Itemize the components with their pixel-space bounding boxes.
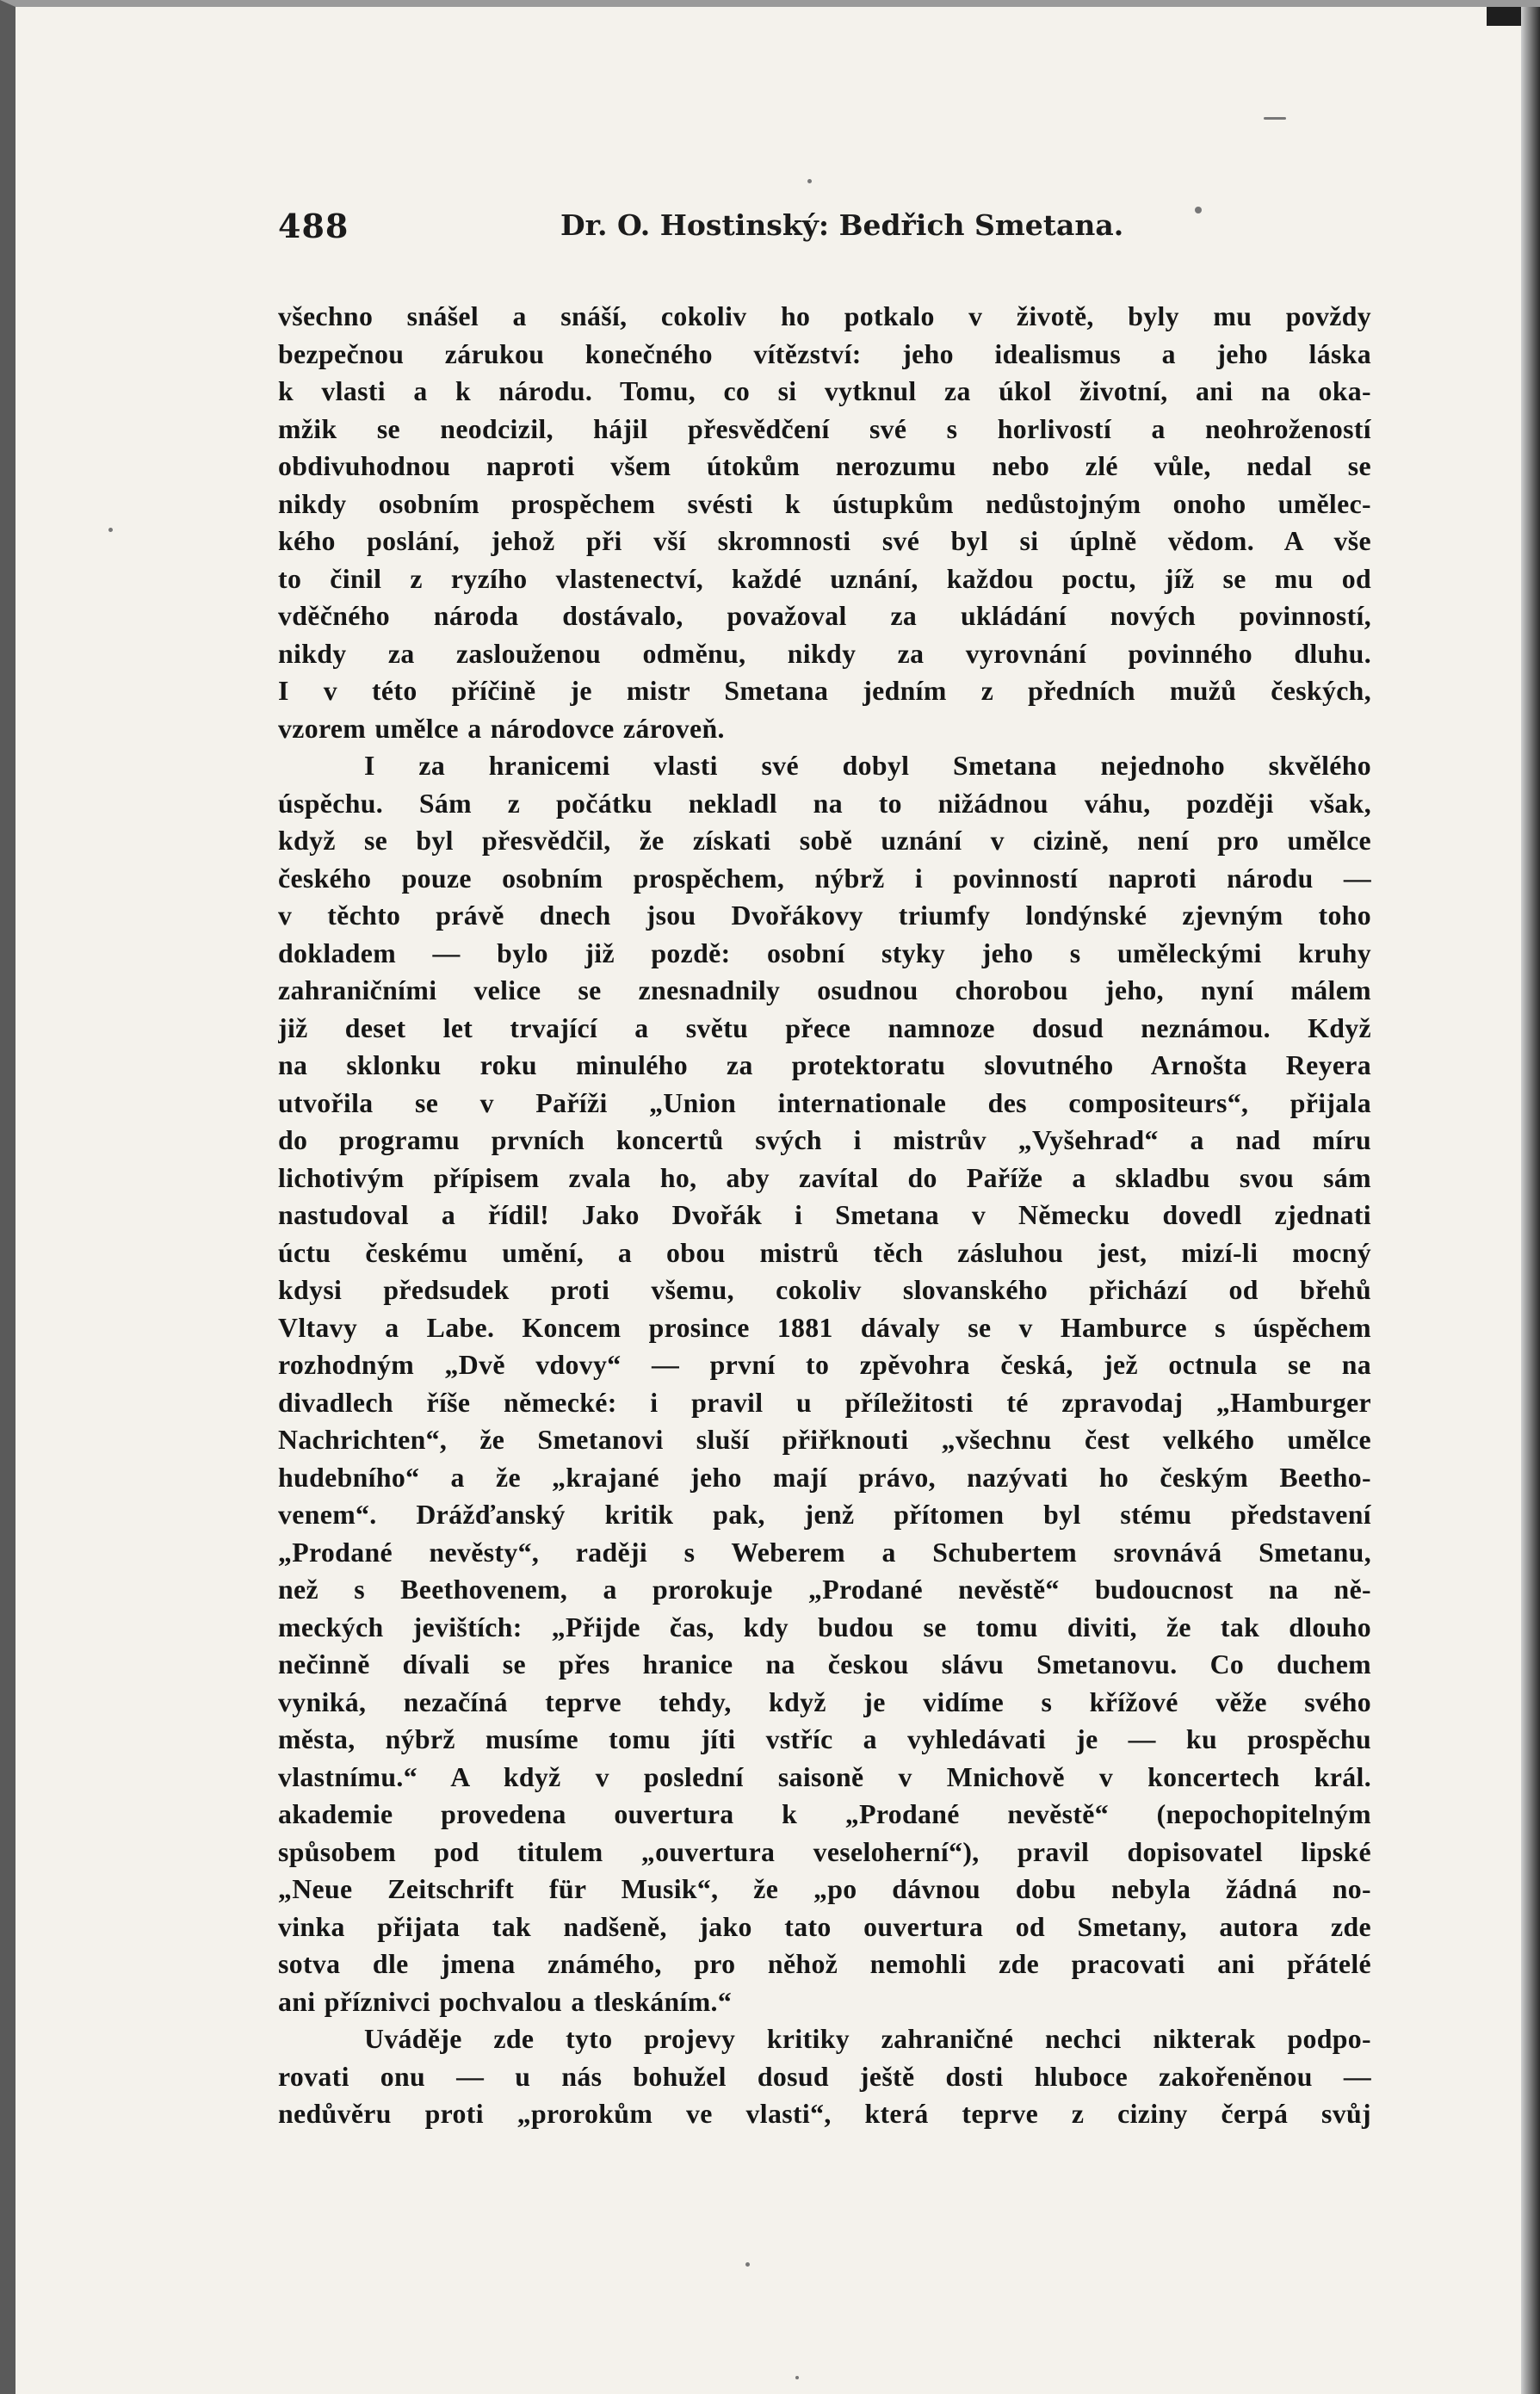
text-line: úspěchu. Sám z počátku nekladl na to nižádnou váhu, později však, (278, 788, 1371, 819)
text-line: to činil z ryzího vlastenectví, každé uznání, každou poctu, jíž se mu od (278, 563, 1371, 594)
body-text (278, 298, 1371, 2133)
text-line: k vlasti a k národu. Tomu, co si vytknul za úkol životní, ani na oka- (278, 376, 1371, 406)
text-line: lichotivým přípisem zvala ho, aby zavítal do Paříže a skladbu svou sám (278, 1162, 1371, 1193)
scan-speck (795, 2376, 799, 2379)
text-line: rozhodným „Dvě vdovy“ — první to zpěvohra česká, jež octnula se na (278, 1350, 1371, 1380)
scan-speck (745, 2262, 750, 2267)
running-head: Dr. O. Hostinský: Bedřich Smetana. (560, 208, 1124, 242)
text-line: spůsobem pod titulem „ouvertura veseloherní“), pravil dopisovatel lipské (278, 1836, 1371, 1867)
text-line: nikdy osobním prospěchem svésti k ústupkům nedůstojným onoho umělec- (278, 488, 1371, 519)
text-line: obdivuhodnou naproti všem útokům nerozumu nebo zlé vůle, nedal se (278, 451, 1371, 481)
text-line: v těchto právě dnech jsou Dvořákovy triumfy londýnské zjevným toho (278, 900, 1371, 931)
text-line: vděčného národa dostávalo, považoval za ukládání nových povinností, (278, 601, 1371, 631)
text-line: rovati onu — u nás bohužel dosud ještě dosti hluboce zakořeněnou — (278, 2061, 1371, 2092)
text-line: divadlech říše německé: i pravil u příležitosti té zpravodaj „Hamburger (278, 1387, 1371, 1418)
text-line: utvořila se v Paříži „Union internationale des compositeurs“, přijala (278, 1087, 1371, 1118)
text-line: venem“. Drážďanský kritik pak, jenž přítomen byl stému představení (278, 1500, 1371, 1530)
text-line: meckých jevištích: „Přijde čas, kdy budou se tomu diviti, že tak dlouho (278, 1611, 1371, 1642)
text-line: „Prodané nevěsty“, raději s Weberem a Schubertem srovnává Smetanu, (278, 1537, 1371, 1568)
text-line: již deset let trvající a světu přece namnoze dosud neznámou. Když (278, 1012, 1371, 1043)
text-line: kého poslání, jehož při vší skromnosti své byl si úplně vědom. A vše (278, 526, 1371, 556)
text-line: I za hranicemi vlasti své dobyl Smetana nejednoho skvělého (364, 751, 1371, 781)
text-line: města, nýbrž musíme tomu jíti vstříc a vyhledávati je — ku prospěchu (278, 1724, 1371, 1754)
text-line: vlastnímu.“ A když v poslední saisoně v Mnichově v koncertech král. (278, 1761, 1371, 1792)
text-line: I v této příčině je mistr Smetana jedním z předních mužů českých, (278, 676, 1371, 706)
text-line: ani příznivci pochvalou a tleskáním.“ (278, 1986, 733, 2017)
text-line: nedůvěru proti „prorokům ve vlasti“, která teprve z ciziny čerpá svůj (278, 2099, 1371, 2129)
text-line: „Neue Zeitschrift für Musik“, že „po dávnou dobu nebyla žádná no- (278, 1874, 1371, 1904)
text-line: mžik se neodcizil, hájil přesvědčení své s horlivostí a neohrožeností (278, 413, 1371, 444)
text-line: do programu prvních koncertů svých i mistrův „Vyšehrad“ a nad míru (278, 1125, 1371, 1155)
text-line: všechno snášel a snáší, cokoliv ho potkalo v životě, byly mu povždy (278, 301, 1371, 331)
text-line: sotva dle jmena známého, pro něhož nemohli zde pracovati ani přátelé (278, 1949, 1371, 1979)
text-line: nečinně dívali se přes hranice na českou slávu Smetanovu. Co duchem (278, 1649, 1371, 1680)
text-line: nikdy za zaslouženou odměnu, nikdy za vyrovnání povinného dluhu. (278, 638, 1371, 669)
scan-edge-mark (1487, 7, 1521, 26)
text-line: dokladem — bylo již pozdě: osobní styky jeho s uměleckými kruhy (278, 937, 1371, 968)
scan-speck (807, 179, 812, 183)
scan-speck (108, 528, 113, 532)
text-line: vzorem umělce a národovce zároveň. (278, 713, 725, 744)
scan-speck (1195, 207, 1202, 213)
text-line: nastudoval a řídil! Jako Dvořák i Smetana v Německu dovedl zjednati (278, 1200, 1371, 1230)
text-line: když se byl přesvědčil, že získati sobě uznání v cizině, není pro umělce (278, 826, 1371, 856)
text-line: vyniká, nezačíná teprve tehdy, když je vidíme s křížové věže svého (278, 1686, 1371, 1717)
text-line: bezpečnou zárukou konečného vítězství: jeho idealismus a jeho láska (278, 338, 1371, 369)
scan-speck (1264, 117, 1286, 120)
text-line: akademie provedena ouvertura k „Prodané nevěstě“ (nepochopitelným (278, 1799, 1371, 1829)
text-line: hudebního“ a že „krajané jeho mají právo, nazývati ho českým Beetho- (278, 1462, 1371, 1493)
text-line: Nachrichten“, že Smetanovi sluší přiřknouti „všechnu čest velkého umělce (278, 1425, 1371, 1455)
page-header (278, 207, 1363, 258)
text-line: Vltavy a Labe. Koncem prosince 1881 dávaly se v Hamburce s úspěchem (278, 1312, 1371, 1343)
text-line: úctu českému umění, a obou mistrů těch zásluhou jest, mizí-li mocný (278, 1237, 1371, 1268)
text-line: zahraničními velice se znesnadnily osudnou chorobou jeho, nyní málem (278, 975, 1371, 1005)
text-line: na sklonku roku minulého za protektoratu slovutného Arnošta Reyera (278, 1050, 1371, 1080)
text-line: kdysi předsudek proti všemu, cokoliv slovanského přichází od břehů (278, 1275, 1371, 1305)
text-line: českého pouze osobním prospěchem, nýbrž i povinností naproti národu — (278, 863, 1371, 894)
text-line: Uváděje zde tyto projevy kritiky zahraničné nechci nikterak podpo- (364, 2024, 1371, 2054)
page-number: 488 (278, 207, 349, 245)
text-line: vinka přijata tak nadšeně, jako tato ouvertura od Smetany, autora zde (278, 1911, 1371, 1942)
text-line: než s Beethovenem, a prorokuje „Prodané nevěstě“ budoucnost na ně- (278, 1574, 1371, 1605)
